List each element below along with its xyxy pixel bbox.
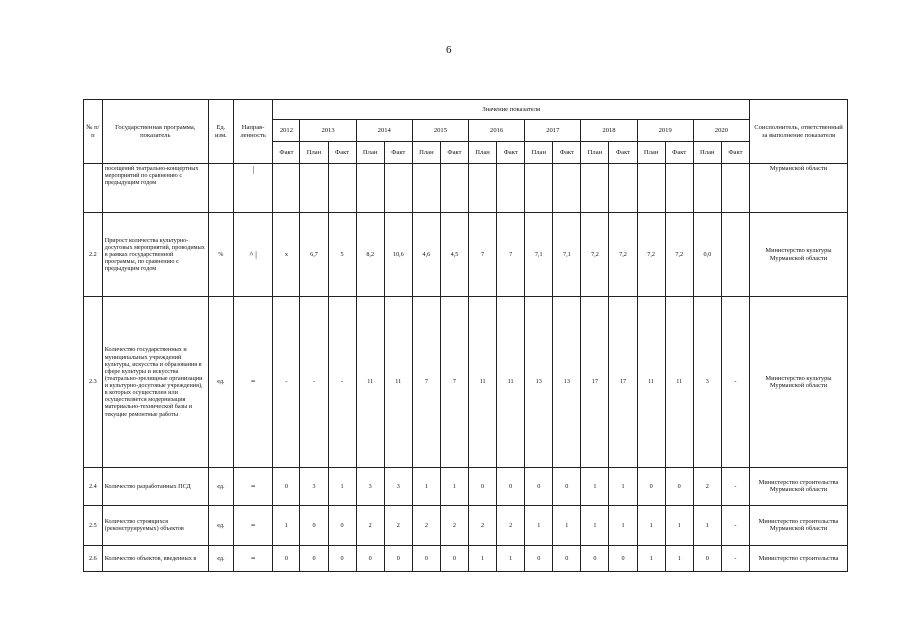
row-name: Количество объектов, введенных в bbox=[102, 545, 208, 571]
row-direction: = bbox=[233, 467, 273, 505]
row-value: 11 bbox=[384, 297, 412, 467]
row-value: 4,5 bbox=[440, 213, 468, 297]
row-name: Количество государственных и муниципальных учреждений культуры, искусства и образования в сфере культуры и искусства (театрально-зрелищные организации и культурно-досуговые учреждения), в которых осуществлен или осуществляется модернизация материально-технической базы и текущие ремонтные работы bbox=[102, 297, 208, 467]
row-value bbox=[721, 164, 749, 213]
row-executor: Министерство строительства Мурманской области bbox=[749, 505, 847, 545]
row-value bbox=[412, 164, 440, 213]
row-value: 1 bbox=[553, 505, 581, 545]
row-value: 0 bbox=[553, 545, 581, 571]
page-number: 6 bbox=[446, 44, 452, 56]
row-value: 2 bbox=[693, 467, 721, 505]
row-value: 1 bbox=[581, 467, 609, 505]
row-unit bbox=[208, 164, 233, 213]
row-value: 7,2 bbox=[609, 213, 637, 297]
row-value: 7,2 bbox=[665, 213, 693, 297]
header-fact: Факт bbox=[721, 142, 749, 164]
header-fact: Факт bbox=[273, 142, 300, 164]
table-row bbox=[84, 213, 848, 297]
row-value: 2 bbox=[412, 505, 440, 545]
row-value: 5 bbox=[328, 213, 356, 297]
row-value bbox=[384, 164, 412, 213]
row-value: 1 bbox=[665, 545, 693, 571]
row-direction: | bbox=[233, 164, 273, 213]
row-num bbox=[84, 164, 103, 213]
header-year: 2014 bbox=[356, 120, 412, 142]
row-value: 0 bbox=[665, 467, 693, 505]
row-value: 1 bbox=[609, 467, 637, 505]
row-value: 7,2 bbox=[581, 213, 609, 297]
row-value: 17 bbox=[581, 297, 609, 467]
row-value: 0 bbox=[300, 545, 328, 571]
table-row bbox=[84, 164, 848, 213]
row-value: 7 bbox=[497, 213, 525, 297]
row-unit: ед. bbox=[208, 505, 233, 545]
row-unit: ед. bbox=[208, 545, 233, 571]
row-value: - bbox=[300, 297, 328, 467]
header-plan: План bbox=[581, 142, 609, 164]
row-num: 2.2 bbox=[84, 213, 103, 297]
row-value bbox=[300, 164, 328, 213]
header-year: 2017 bbox=[525, 120, 581, 142]
header-fact: Факт bbox=[497, 142, 525, 164]
row-value: 7 bbox=[469, 213, 497, 297]
row-value: - bbox=[721, 545, 749, 571]
row-value: 0 bbox=[525, 545, 553, 571]
row-unit: % bbox=[208, 213, 233, 297]
row-value: 0 bbox=[497, 467, 525, 505]
row-value: 0 bbox=[525, 467, 553, 505]
table-row bbox=[84, 297, 848, 467]
row-value: 0 bbox=[693, 545, 721, 571]
row-value: 3 bbox=[384, 467, 412, 505]
row-value: 7 bbox=[440, 297, 468, 467]
row-value: 7,1 bbox=[553, 213, 581, 297]
header-value-group: Значение показателя bbox=[273, 100, 750, 120]
row-name: Количество строящихся (реконструируемых) объектов bbox=[102, 505, 208, 545]
row-value bbox=[356, 164, 384, 213]
row-value: 2 bbox=[469, 505, 497, 545]
header-year: 2019 bbox=[637, 120, 693, 142]
row-value: 1 bbox=[440, 467, 468, 505]
header-year: 2018 bbox=[581, 120, 637, 142]
header-fact: Факт bbox=[553, 142, 581, 164]
header-num: № п/п bbox=[84, 100, 103, 164]
row-value: х bbox=[273, 213, 300, 297]
row-value: 1 bbox=[412, 467, 440, 505]
row-value: 0 bbox=[273, 467, 300, 505]
row-value: 0 bbox=[440, 545, 468, 571]
row-value: 0 bbox=[300, 505, 328, 545]
header-plan: План bbox=[356, 142, 384, 164]
row-direction: ^ | bbox=[233, 213, 273, 297]
row-value: 0 bbox=[384, 545, 412, 571]
row-unit: ед. bbox=[208, 297, 233, 467]
indicator-table bbox=[83, 99, 848, 572]
row-value: 13 bbox=[553, 297, 581, 467]
header-fact: Факт bbox=[440, 142, 468, 164]
row-value: 0 bbox=[581, 545, 609, 571]
table-body bbox=[84, 164, 848, 572]
row-value: - bbox=[328, 297, 356, 467]
row-value: 13 bbox=[525, 297, 553, 467]
row-value: 6,7 bbox=[300, 213, 328, 297]
header-plan: План bbox=[412, 142, 440, 164]
header-fact: Факт bbox=[665, 142, 693, 164]
header-direction: Направ-ленность bbox=[233, 100, 273, 164]
row-direction: = bbox=[233, 505, 273, 545]
row-value: - bbox=[721, 297, 749, 467]
row-value: 2 bbox=[356, 505, 384, 545]
row-value bbox=[581, 164, 609, 213]
row-value: - bbox=[273, 297, 300, 467]
row-value bbox=[693, 164, 721, 213]
row-direction: = bbox=[233, 545, 273, 571]
row-value: 1 bbox=[525, 505, 553, 545]
row-num: 2.3 bbox=[84, 297, 103, 467]
row-value: 0 bbox=[469, 467, 497, 505]
row-value bbox=[469, 164, 497, 213]
row-value bbox=[665, 164, 693, 213]
row-value bbox=[637, 164, 665, 213]
row-value: - bbox=[721, 505, 749, 545]
header-executor: Соисполнитель, ответственный за выполнение показателя bbox=[749, 100, 847, 164]
table-row bbox=[84, 467, 848, 505]
row-executor: Министерство культуры Мурманской области bbox=[749, 213, 847, 297]
header-plan: План bbox=[469, 142, 497, 164]
header-year: 2020 bbox=[693, 120, 749, 142]
row-value: 1 bbox=[469, 545, 497, 571]
row-value: 0 bbox=[412, 545, 440, 571]
row-value: 2 bbox=[497, 505, 525, 545]
row-value: 7,2 bbox=[637, 213, 665, 297]
row-value: 2 bbox=[384, 505, 412, 545]
row-value: 3 bbox=[356, 467, 384, 505]
row-value: 3 bbox=[300, 467, 328, 505]
header-program: Государственная программа, показатель bbox=[102, 100, 208, 164]
row-value: 0 bbox=[328, 545, 356, 571]
table-row bbox=[84, 505, 848, 545]
header-fact: Факт bbox=[384, 142, 412, 164]
row-executor: Министерство строительства bbox=[749, 545, 847, 571]
row-value: 17 bbox=[609, 297, 637, 467]
header-plan: План bbox=[693, 142, 721, 164]
row-value: 11 bbox=[665, 297, 693, 467]
row-value bbox=[440, 164, 468, 213]
row-direction: = bbox=[233, 297, 273, 467]
row-executor: Мурманской области bbox=[749, 164, 847, 213]
row-value: 3 bbox=[693, 297, 721, 467]
row-num: 2.5 bbox=[84, 505, 103, 545]
header-unit: Ед. изм. bbox=[208, 100, 233, 164]
row-value bbox=[328, 164, 356, 213]
row-executor: Министерство строительства Мурманской области bbox=[749, 467, 847, 505]
row-value: 1 bbox=[665, 505, 693, 545]
row-name: посещений театрально-концертных мероприятий по сравнению с предыдущим годом bbox=[102, 164, 208, 213]
header-year: 2012 bbox=[273, 120, 300, 142]
row-value: 1 bbox=[693, 505, 721, 545]
row-value: 11 bbox=[637, 297, 665, 467]
row-value: 7 bbox=[412, 297, 440, 467]
row-value bbox=[273, 164, 300, 213]
row-value: 11 bbox=[356, 297, 384, 467]
row-value bbox=[609, 164, 637, 213]
row-value: 0 bbox=[328, 505, 356, 545]
row-num: 2.6 bbox=[84, 545, 103, 571]
header-plan: План bbox=[300, 142, 328, 164]
row-value: 7,1 bbox=[525, 213, 553, 297]
row-value bbox=[721, 213, 749, 297]
row-value: 1 bbox=[609, 505, 637, 545]
row-name: Прирост количества культурно-досуговых мероприятий, проводимых в рамках государственной программы, по сравнению с предыдущим годом bbox=[102, 213, 208, 297]
row-num: 2.4 bbox=[84, 467, 103, 505]
header-year: 2015 bbox=[412, 120, 468, 142]
header-fact: Факт bbox=[328, 142, 356, 164]
row-value: 0 bbox=[273, 545, 300, 571]
row-value: 11 bbox=[469, 297, 497, 467]
row-value: - bbox=[721, 467, 749, 505]
row-value: 1 bbox=[637, 545, 665, 571]
header-year: 2016 bbox=[469, 120, 525, 142]
row-value bbox=[553, 164, 581, 213]
row-value: 0 bbox=[553, 467, 581, 505]
table-row bbox=[84, 545, 848, 571]
row-value bbox=[497, 164, 525, 213]
row-value: 1 bbox=[328, 467, 356, 505]
row-value: 10,6 bbox=[384, 213, 412, 297]
row-value bbox=[525, 164, 553, 213]
row-name: Количество разработанных ПСД bbox=[102, 467, 208, 505]
row-value: 2 bbox=[440, 505, 468, 545]
header-year: 2013 bbox=[300, 120, 356, 142]
header-fact: Факт bbox=[609, 142, 637, 164]
row-value: 0 bbox=[609, 545, 637, 571]
header-plan: План bbox=[637, 142, 665, 164]
row-value: 11 bbox=[497, 297, 525, 467]
row-value: 8,2 bbox=[356, 213, 384, 297]
row-value: 0 bbox=[356, 545, 384, 571]
row-value: 0 bbox=[637, 467, 665, 505]
row-value: 1 bbox=[497, 545, 525, 571]
row-value: 1 bbox=[637, 505, 665, 545]
header-plan: План bbox=[525, 142, 553, 164]
row-value: 1 bbox=[581, 505, 609, 545]
row-executor: Министерство культуры Мурманской области bbox=[749, 297, 847, 467]
row-unit: ед. bbox=[208, 467, 233, 505]
row-value: 4,6 bbox=[412, 213, 440, 297]
row-value: 1 bbox=[273, 505, 300, 545]
row-value: 0,0 bbox=[693, 213, 721, 297]
